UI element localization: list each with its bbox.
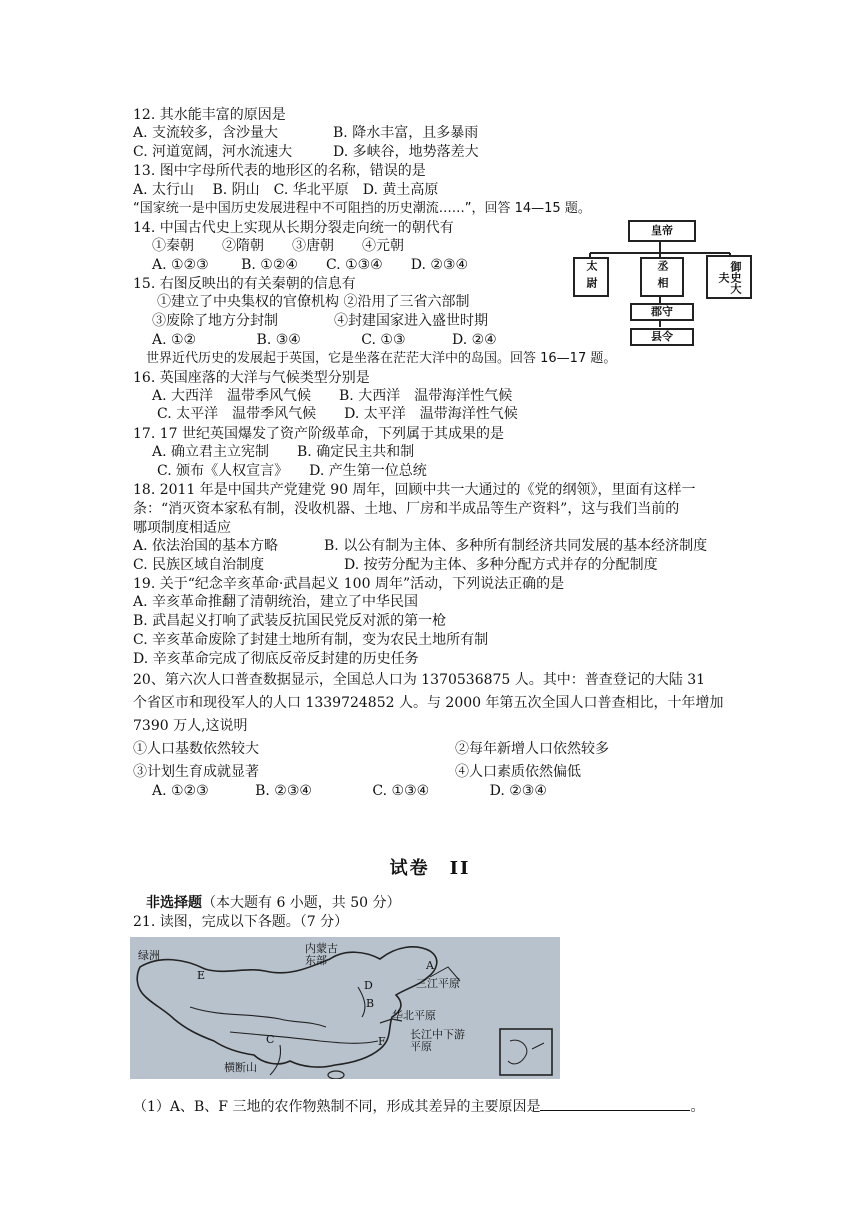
q18-option-b: B. 以公有制为主体、多种所有制经济共同发展的基本经济制度 bbox=[324, 538, 708, 554]
org-box-xianling: 县令 bbox=[630, 328, 694, 346]
answer-blank[interactable] bbox=[540, 1096, 690, 1111]
q21-stem: 21. 读图，完成以下各题。（7 分） bbox=[133, 914, 349, 930]
q20-item-1: ①人口基数依然较大 bbox=[133, 741, 259, 757]
map-label-huabei: 华北平原 bbox=[392, 1009, 436, 1022]
q17-options-cd: C. 颁布《人权宣言》 D. 产生第一位总统 bbox=[157, 463, 427, 479]
map-label-lvzhou: 绿洲 bbox=[138, 949, 160, 962]
q20-item-4: ④人口素质依然偏低 bbox=[455, 764, 581, 780]
map-label-F: F bbox=[378, 1035, 386, 1048]
q12-option-b: B. 降水丰富，且多暴雨 bbox=[333, 125, 479, 141]
china-map-outline bbox=[130, 937, 560, 1079]
map-label-neimenggu: 内蒙古东部 bbox=[305, 942, 338, 967]
intro-16-17: 世界近代历史的发展起于英国，它是坐落在茫茫大洋中的岛国。回答 16—17 题。 bbox=[146, 351, 617, 366]
q20-item-3: ③计划生育成就显著 bbox=[133, 764, 259, 780]
q15-options: A. ①② B. ③④ C. ①③ D. ②④ bbox=[152, 332, 497, 348]
q14-options: A. ①②③ B. ①②④ C. ①③④ D. ②③④ bbox=[152, 257, 468, 273]
q13-stem: 13. 图中字母所代表的地形区的名称，错误的是 bbox=[133, 163, 426, 179]
section-note-label: 非选择题 bbox=[146, 895, 202, 911]
q19-option-d: D. 辛亥革命完成了彻底反帝反封建的历史任务 bbox=[133, 651, 419, 667]
q20-line-1: 20、第六次人口普查数据显示，全国总人口为 1370536875 人。其中：普查登记的大陆 31 bbox=[133, 672, 706, 688]
q12-option-c: C. 河道宽阔，河水流速大 bbox=[133, 144, 293, 160]
q12-stem: 12. 其水能丰富的原因是 bbox=[133, 107, 286, 123]
q18-option-a: A. 依法治国的基本方略 bbox=[133, 538, 279, 554]
section-note bbox=[146, 894, 401, 912]
q21-sub1-end: 。 bbox=[690, 1099, 705, 1115]
org-box-junshou: 郡守 bbox=[630, 303, 694, 321]
q18-line-2: 条：“消灭资本家私有制，没收机器、土地、厂房和半成品等生产资料”，这与我们当前的 bbox=[133, 501, 680, 517]
map-label-C: C bbox=[266, 1033, 275, 1046]
q18-line-3: 哪项制度相适应 bbox=[133, 520, 231, 536]
q15-items-1: ①建立了中央集权的官僚机构 ②沿用了三省六部制 bbox=[157, 294, 470, 310]
q16-options-ab: A. 大西洋 温带季风气候 B. 大西洋 温带海洋性气候 bbox=[152, 388, 513, 404]
q21-sub1-text: （1）A、B、F 三地的农作物熟制不同，形成其差异的主要原因是 bbox=[133, 1099, 541, 1115]
q19-option-c: C. 辛亥革命废除了封建土地所有制，变为农民土地所有制 bbox=[133, 632, 489, 648]
q18-option-d: D. 按劳分配为主体、多种分配方式并存的分配制度 bbox=[344, 557, 658, 573]
q20-line-2: 个省区市和现役军人的人口 1339724852 人。与 2000 年第五次全国人口普查相比，十年增加 bbox=[133, 695, 724, 711]
q17-stem: 17. 17 世纪英国爆发了资产阶级革命，下列属于其成果的是 bbox=[133, 426, 504, 442]
map-label-hengduan: 横断山 bbox=[224, 1061, 257, 1074]
q12-option-a: A. 支流较多，含沙量大 bbox=[133, 125, 279, 141]
q17-options-ab: A. 确立君主立宪制 B. 确定民主共和制 bbox=[152, 444, 415, 460]
section-title: 试卷 II bbox=[389, 858, 471, 879]
china-map bbox=[130, 937, 560, 1079]
q20-item-2: ②每年新增人口依然较多 bbox=[455, 741, 609, 757]
q19-option-a: A. 辛亥革命推翻了清朝统治，建立了中华民国 bbox=[133, 594, 419, 610]
q12-option-d: D. 多峡谷，地势落差大 bbox=[333, 144, 479, 160]
q15-items-2: ③废除了地方分封制 ④封建国家进入盛世时期 bbox=[152, 313, 488, 329]
q21-sub1 bbox=[133, 1096, 704, 1116]
map-label-B: B bbox=[366, 997, 375, 1010]
q19-option-b: B. 武昌起义打响了武装反抗国民党反对派的第一枪 bbox=[133, 613, 447, 629]
org-box-taiwei: 太尉 bbox=[573, 257, 609, 297]
org-box-emperor: 皇帝 bbox=[628, 220, 696, 242]
q20-line-3: 7390 万人,这说明 bbox=[133, 718, 248, 734]
q14-items: ①秦朝 ②隋朝 ③唐朝 ④元朝 bbox=[152, 238, 404, 254]
q14-stem: 14. 中国古代史上实现从长期分裂走向统一的朝代有 bbox=[133, 220, 454, 236]
q18-option-c: C. 民族区域自治制度 bbox=[133, 557, 265, 573]
map-label-sanjiang: 三江平原 bbox=[416, 977, 460, 990]
q13-options: A. 太行山 B. 阴山 C. 华北平原 D. 黄土高原 bbox=[133, 182, 439, 198]
org-box-chengxiang: 丞相 bbox=[640, 257, 684, 297]
q18-line-1: 18. 2011 年是中国共产党建党 90 周年，回顾中共一大通过的《党的纲领》，里面有这样一 bbox=[133, 482, 696, 498]
org-box-yushi: 御史大夫 bbox=[706, 255, 752, 299]
q19-stem: 19. 关于“纪念辛亥革命·武昌起义 100 周年”活动，下列说法正确的是 bbox=[133, 576, 565, 592]
map-label-E: E bbox=[197, 969, 206, 982]
section-note-detail: （本大题有 6 小题，共 50 分） bbox=[202, 895, 401, 911]
q16-options-cd: C. 太平洋 温带季风气候 D. 太平洋 温带海洋性气候 bbox=[157, 406, 518, 422]
intro-14-15: “国家统一是中国历史发展进程中不可阻挡的历史潮流……”，回答 14—15 题。 bbox=[133, 201, 591, 216]
q20-options: A. ①②③ B. ②③④ C. ①③④ D. ②③④ bbox=[152, 783, 547, 799]
map-label-changjiang: 长江中下游平原 bbox=[410, 1028, 465, 1053]
map-label-A: A bbox=[426, 959, 434, 972]
q15-stem: 15. 右图反映出的有关秦朝的信息有 bbox=[133, 276, 356, 292]
map-label-D: D bbox=[364, 979, 373, 992]
q16-stem: 16. 英国座落的大洋与气候类型分别是 bbox=[133, 370, 370, 386]
